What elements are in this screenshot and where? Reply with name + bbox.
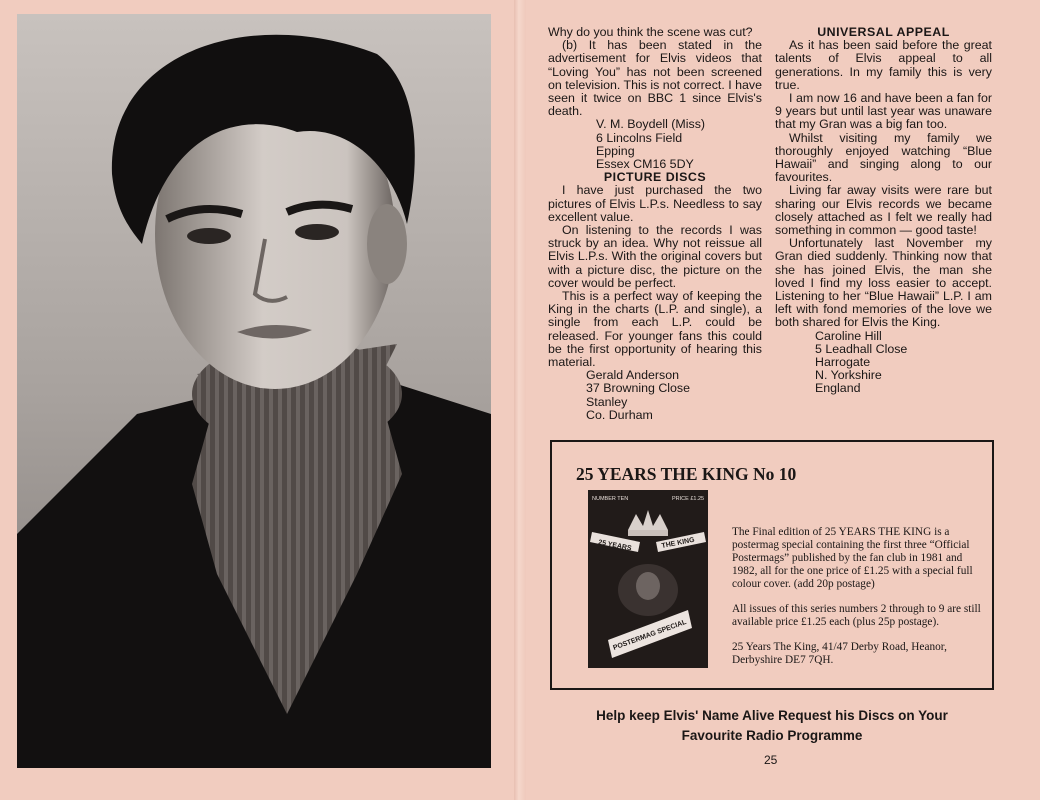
cover-banner-right: THE KING [661, 536, 696, 550]
signature-line: N. Yorkshire [815, 368, 882, 383]
letter2-heading: PICTURE DISCS [603, 170, 707, 185]
letter3-paragraph: As it has been said before the great talents of Elvis appeal to all generations. In my family this is very true. [775, 38, 992, 92]
letter1-paragraph: (b) It has been stated in the advertisement for Elvis videos that “Loving You” has not been screened on television. This is not correct. I have seen it twice on BBC 1 since Elvis's death. [548, 38, 762, 119]
signature-line: 37 Browning Close [586, 381, 691, 396]
signature-line: 6 Lincolns Field [596, 130, 683, 145]
slogan [550, 706, 994, 746]
letter1-signature [596, 118, 762, 171]
letter3-paragraph: Unfortunately last November my Gran died suddenly. Thinking now that she has joined Elvis, the man she loved I find my loss easier to accept. Listening to her “Blue Hawaii” L.P. I am left with fond memories of the love we both shared for Elvis the King. [775, 236, 992, 330]
letter2-signature [586, 369, 762, 422]
letter3-paragraph: Whilst visiting my family we thoroughly enjoyed watching “Blue Hawaii” and singing along to our favourites. [775, 130, 992, 185]
cover-price-text: PRICE £1.25 [672, 496, 705, 502]
elvis-portrait-image [17, 14, 491, 768]
advert-text [732, 526, 982, 679]
letter2-paragraph: On listening to the records I was struck by an idea. Why not reissue all Elvis L.P.s. With the original covers but with a picture disc, the picture on the cover would be perfect. [548, 223, 762, 290]
page-number: 25 [764, 753, 778, 767]
advert-address: 25 Years The King, 41/47 Derby Road, Heanor, Derbyshire DE7 7QH. [732, 641, 947, 666]
cover-artwork [588, 490, 708, 668]
letter2-paragraph: I have just purchased the two pictures of Elvis L.P.s. Needless to say excellent value. [548, 183, 762, 224]
cover-number-text: NUMBER TEN [592, 496, 629, 502]
signature-line: England [815, 381, 861, 396]
signature-line: Essex CM16 5DY [596, 157, 694, 172]
letters-column-left [548, 26, 762, 422]
letter2-paragraph: This is a perfect way of keeping the King in the charts (L.P. and single), a single from each L.P. could be released. For younger fans this could be the first opportunity of hearing this material. [548, 289, 762, 370]
signature-line: V. M. Boydell (Miss) [596, 117, 706, 132]
signature-line: Stanley [586, 394, 628, 409]
cover-banner-left: 25 YEARS [597, 539, 633, 553]
slogan-line: Help keep Elvis' Name Alive Request his Discs on Your [596, 708, 948, 723]
signature-line: Harrogate [815, 355, 871, 370]
letter3-signature [815, 330, 992, 396]
signature-line: Co. Durham [586, 407, 653, 422]
slogan-line: Favourite Radio Programme [681, 728, 863, 743]
postermag-cover-image [588, 490, 708, 668]
letter3-heading: UNIVERSAL APPEAL [817, 25, 950, 39]
letter3-paragraph: I am now 16 and have been a fan for 9 years but until last year was unaware that my Gran was a big fan too. [775, 91, 992, 132]
letter3-paragraph: Living far away visits were rare but sharing our Elvis records we became closely attached as I felt we really had something in common — good taste! [775, 183, 992, 238]
advert-title: 25 YEARS THE KING No 10 [576, 464, 797, 484]
cover-bottom-banner: POSTERMAG SPECIAL [612, 618, 688, 652]
signature-line: Gerald Anderson [586, 368, 679, 383]
advert-paragraph: All issues of this series numbers 2 through to 9 are still available price £1.25 each (plus 25p postage). [732, 603, 981, 628]
portrait-photo [17, 14, 491, 768]
advert-paragraph: The Final edition of 25 YEARS THE KING is a postermag special containing the first three “Official Postermags” published by the fan club in 1981 and 1982, all for the one price of £1.25 with a special full colour cover. (add 20p postage) [732, 526, 973, 590]
page-gutter [514, 0, 526, 800]
postermag-advert [550, 440, 994, 690]
letters-column-right [775, 26, 992, 396]
signature-line: Epping [596, 143, 635, 158]
signature-line: Caroline Hill [815, 328, 882, 343]
letter1-paragraph: Why do you think the scene was cut? [548, 25, 753, 39]
signature-line: 5 Leadhall Close [815, 341, 908, 356]
